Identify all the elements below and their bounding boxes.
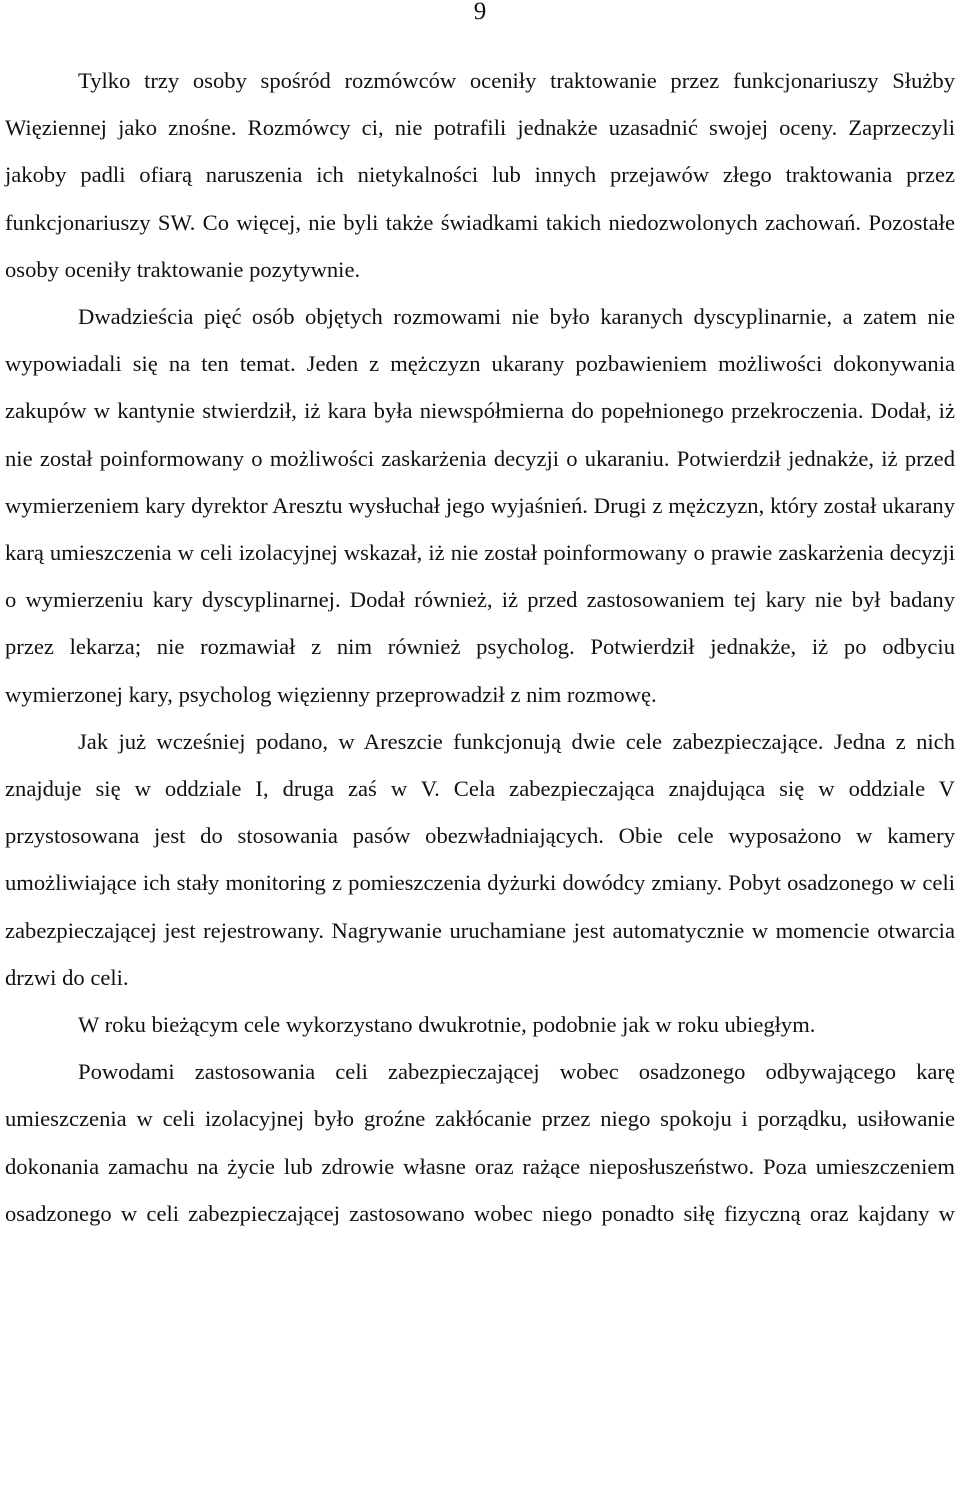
paragraph-security-cells: Jak już wcześniej podano, w Areszcie funkcjonują dwie cele zabezpieczające. Jedna z nich znajduje się w oddziale I, druga zaś w V. Cela zabezpieczająca znajdująca się w oddziale V przystosowana jest do stosowania pasów obezwładniających. Obie cele wyposażono w kamery umożliwiające ich stały monitoring z pomieszczenia dyżurki dowódcy zmiany. Pobyt osadzonego w celi zabezpieczającej jest rejestrowany. Nagrywanie uruchamiane jest automatycznie w momencie otwarcia drzwi do celi. xyxy=(5,728,955,990)
page-number: 9 xyxy=(473,0,487,25)
document-body xyxy=(5,57,955,1237)
paragraph-treatment-assessment: Tylko trzy osoby spośród rozmówców oceniły traktowanie przez funkcjonariuszy Służby Więziennej jako znośne. Rozmówcy ci, nie potrafili jednakże uzasadnić swojej oceny. Zaprzeczyli jakoby padli ofiarą naruszenia ich nietykalności lub innych przejawów złego traktowania przez funkcjonariuszy SW. Co więcej, nie byli także świadkami takich niedozwolonych zachowań. Pozostałe osoby oceniły traktowanie pozytywnie. xyxy=(5,68,955,282)
paragraph-reasons-for-use: Powodami zastosowania celi zabezpieczającej wobec osadzonego odbywającego karę umieszczenia w celi izolacyjnej było groźne zakłócanie przez niego spokoju i porządku, usiłowanie dokonania zamachu na życie lub zdrowie własne oraz rażące nieposłuszeństwo. Poza umieszczeniem osadzonego w celi zabezpieczającej zastosowano wobec niego ponadto siłę fizyczną oraz kajdany w xyxy=(5,1059,955,1226)
paragraph-cell-usage: W roku bieżącym cele wykorzystano dwukrotnie, podobnie jak w roku ubiegłym. xyxy=(78,1012,816,1038)
paragraph-disciplinary-punishment: Dwadzieścia pięć osób objętych rozmowami nie było karanych dyscyplinarnie, a zatem nie wypowiadali się na ten temat. Jeden z mężczyzn ukarany pozbawieniem możliwości dokonywania zakupów w kantynie stwierdził, iż kara była niewspółmierna do popełnionego przekroczenia. Dodał, iż nie został poinformowany o możliwości zaskarżenia decyzji o ukaraniu. Potwierdził jednakże, iż przed wymierzeniem kary dyrektor Aresztu wysłuchał jego wyjaśnień. Drugi z mężczyzn, który został ukarany karą umieszczenia w celi izolacyjnej wskazał, iż nie został poinformowany o prawie zaskarżenia decyzji o wymierzeniu kary dyscyplinarnej. Dodał również, iż przed zastosowaniem tej kary nie był badany przez lekarza; nie rozmawiał z nim również psycholog. Potwierdził jednakże, iż po odbyciu wymierzonej kary, psycholog więzienny przeprowadził z nim rozmowę. xyxy=(5,304,955,707)
